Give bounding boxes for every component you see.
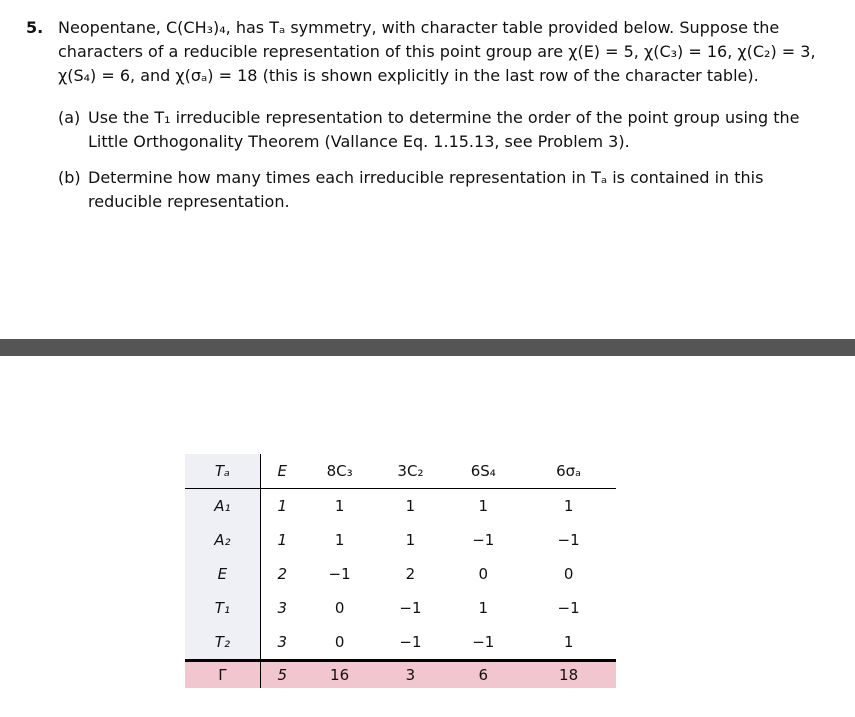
part-b-label: (b) <box>58 168 81 187</box>
part-b <box>58 166 818 214</box>
table-cell: 3 <box>260 625 303 661</box>
table-cell: 5 <box>260 661 303 689</box>
table-cell: 6 <box>445 661 521 689</box>
table-cell: 1 <box>405 497 416 515</box>
row-label: T₂ <box>185 625 260 661</box>
table-cell: 1 <box>478 497 489 515</box>
table-cell: −1 <box>445 625 521 661</box>
table-cell: 2 <box>260 557 303 591</box>
table-cell: −1 <box>557 531 580 549</box>
table-header-row <box>185 454 616 489</box>
table-row <box>185 489 616 524</box>
table-cell: −1 <box>328 565 351 583</box>
problem-statement <box>26 16 826 88</box>
table-cell: 3 <box>260 591 303 625</box>
part-a <box>58 106 818 154</box>
problem-text: Neopentane, C(CH₃)₄, has Tₐ symmetry, with character table provided below. Suppose the characters of a reducible representation of this point group are χ(E) = 5, χ(C₃) = 16, χ(C₂) = 3, χ(S₄) = 6, and χ(σₐ) = 18 (this is shown explicitly in the last row of the character table). <box>58 18 816 85</box>
table-cell: 0 <box>334 599 345 617</box>
row-label: A₂ <box>185 523 260 557</box>
table-cell: 1 <box>405 531 416 549</box>
table-cell: 1 <box>478 599 489 617</box>
table-row <box>185 591 616 625</box>
page-divider <box>0 339 855 356</box>
table-cell: −1 <box>399 599 422 617</box>
table-cell: 1 <box>334 497 345 515</box>
table-cell: −1 <box>376 625 446 661</box>
part-a-text: Use the T₁ irreducible representation to determine the order of the point group using the Little Orthogonality Theorem (Vallance Eq. 1.15.13, see Problem 3). <box>88 108 800 151</box>
table-cell: 0 <box>563 565 574 583</box>
table-row <box>185 557 616 591</box>
table-cell: 18 <box>521 661 616 689</box>
problem-number: 5. <box>26 18 44 37</box>
part-a-label: (a) <box>58 108 81 127</box>
table-cell: 1 <box>260 489 303 524</box>
table-cell: 1 <box>563 497 574 515</box>
header-e: E <box>260 454 303 489</box>
row-label: T₁ <box>185 591 260 625</box>
table-row <box>185 523 616 557</box>
header-6s4: 6S₄ <box>445 454 521 489</box>
header-3c2: 3C₂ <box>376 454 446 489</box>
header-6sigma-d: 6σₐ <box>521 454 616 489</box>
table-cell: 1 <box>260 523 303 557</box>
row-label: E <box>185 557 260 591</box>
table-cell: 3 <box>376 661 446 689</box>
table-cell: 1 <box>521 625 616 661</box>
table-cell: 0 <box>304 625 376 661</box>
table-cell: 2 <box>405 565 416 583</box>
reducible-representation-row <box>185 661 616 689</box>
character-table <box>185 454 616 688</box>
part-b-text: Determine how many times each irreducible representation in Tₐ is contained in this reducible representation. <box>88 168 764 211</box>
gamma-label: Γ <box>185 661 260 689</box>
row-label: A₁ <box>185 489 260 524</box>
table-cell: 0 <box>478 565 489 583</box>
header-8c3: 8C₃ <box>304 454 376 489</box>
table-cell: 16 <box>304 661 376 689</box>
header-point-group: Tₐ <box>185 454 260 489</box>
table-cell: −1 <box>472 531 495 549</box>
table-cell: 1 <box>334 531 345 549</box>
table-cell: −1 <box>557 599 580 617</box>
table-row <box>185 625 616 661</box>
